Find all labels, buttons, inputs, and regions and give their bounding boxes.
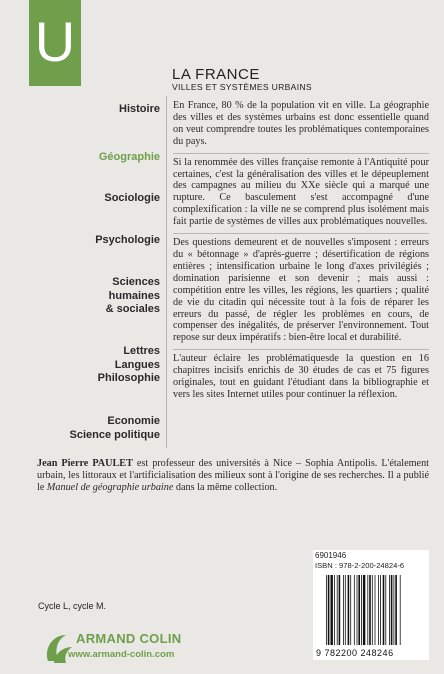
column-divider (166, 96, 167, 448)
sidebar-line: & sociales (105, 303, 160, 315)
author-bio-text-1: est professeur des universités à Nice – Sophia Antipolis. L'étalement urbain, les littoraux et l'artificialisation des milieux sont à l'origine de ses recherches. Il a publié le (37, 458, 429, 493)
sidebar-item-psychologie: Psychologie (95, 234, 160, 246)
back-cover-description (173, 100, 429, 404)
paragraph-divider (173, 233, 429, 234)
sidebar-item-sciences-humaines (106, 276, 160, 317)
sidebar-line: humaines (108, 289, 160, 302)
sidebar-line: Langues (114, 358, 160, 371)
cycle-label: Cycle L, cycle M. (38, 601, 107, 611)
paragraph-divider (173, 349, 429, 350)
product-code: 6901946 (315, 551, 347, 560)
publisher-url[interactable]: www.armand-colin.com (68, 649, 175, 660)
publisher-name: ARMAND COLIN (76, 631, 182, 646)
author-name: Jean Pierre PAULET (37, 458, 133, 469)
author-bio (37, 458, 429, 493)
sidebar-line: Sciences (112, 276, 160, 288)
paragraph-divider (173, 153, 429, 154)
sidebar-line: Lettres (123, 345, 160, 357)
description-paragraph-3: Des questions demeurent et de nouvelles s'imposent : erreurs du « bétonnage » d'après-guerre ; désertification de régions entières ; intensification urbaine le long d'axes privilégiés ; domination parisienne et son devenir ; mais aussi : compétition entre les villes, les régions, les quartiers ; qualité de vie du citadin qui nécessite tout à la fois de réparer les erreurs du passé, de régler les problèmes en cours, de compenser des inégalités, de préserver l'environnement. Tout repose sur deux impératifs : bien-être local et durabilité. (173, 237, 429, 344)
sidebar-line: Philosophie (97, 372, 160, 384)
sidebar-item-histoire: Histoire (119, 103, 160, 115)
author-book-title: Manuel de géographie urbaine (46, 481, 174, 493)
sidebar-line: Economie (107, 415, 160, 427)
sidebar-item-sociologie: Sociologie (104, 192, 160, 204)
book-subtitle: VILLES ET SYSTÈMES URBAINS (172, 82, 312, 92)
isbn-label: ISBN : 978-2-200-24824-6 (315, 561, 405, 570)
description-paragraph-1: En France, 80 % de la population vit en ville. La géographie des villes et des systèmes urbains est donc essentielle quand on veut comprendre toutes les problématiques contemporaines du pays. (173, 100, 429, 147)
sidebar-item-economie (70, 415, 160, 442)
description-paragraph-4: L'auteur éclaire les problématiquesde la question en 16 chapitres incisifs enrichis de 30 études de cas et 75 figures originales, tout en guidant l'étudiant dans la bibliographie et vers les sites Internet utiles pour continuer la réflexion. (173, 353, 429, 400)
author-bio-text-2: dans la même collection. (173, 481, 278, 493)
description-paragraph-2: Si la renommée des villes française remonte à l'Antiquité pour certaines, c'est la généralisation des villes et le dépeuplement des campagnes au milieu du XXe siècle qui a marqué une rupture. Ce basculement s'est accompagné d'une complexification : la ville ne se comprend plus isolément mais fait partie de systèmes de villes aux problématiques nouvelles. (173, 156, 429, 228)
barcode-digits: 9 782200 248246 (316, 648, 394, 658)
sidebar-item-geographie: Géographie (98, 151, 160, 163)
barcode-icon (324, 575, 426, 645)
sidebar-item-lettres (98, 345, 160, 386)
sidebar-line: Science politique (69, 428, 160, 441)
book-title: LA FRANCE (172, 66, 260, 83)
collection-logo-letter: U (34, 10, 76, 73)
